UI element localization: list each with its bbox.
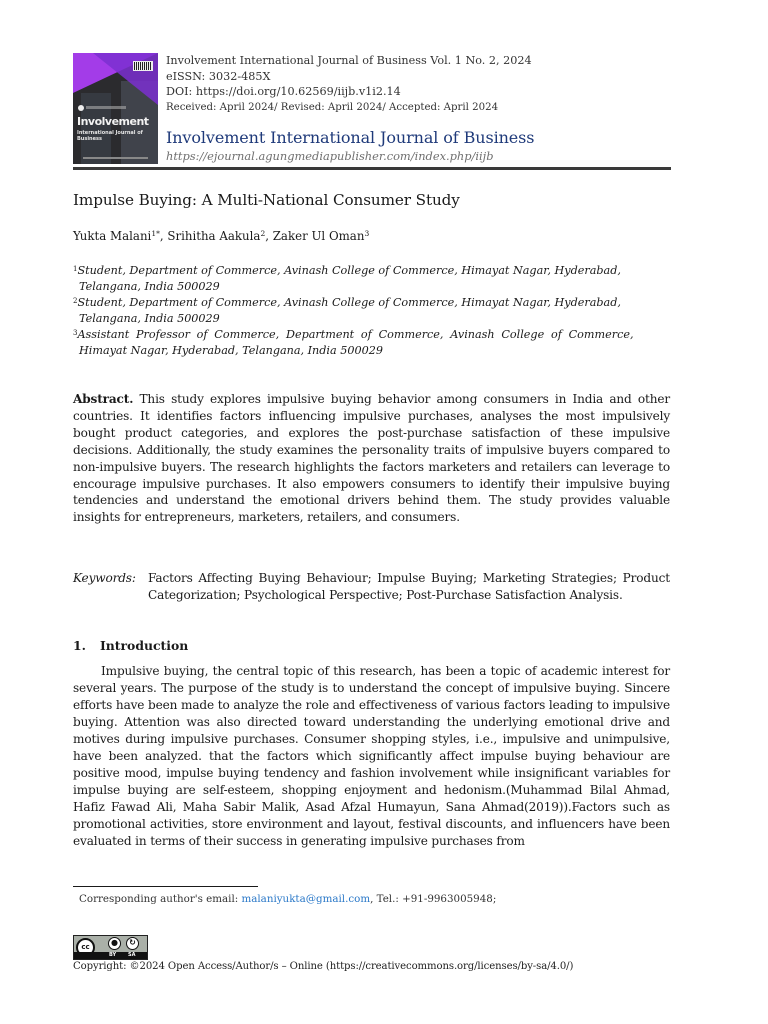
doi-link[interactable]: DOI: https://doi.org/10.62569/iijb.v1i2.14: [166, 85, 401, 98]
email-link[interactable]: malaniyukta@gmail.com: [241, 893, 371, 905]
badge-sa-label: SA: [128, 952, 136, 958]
submission-dates: Received: April 2024/ Revised: April 2024/ Accepted: April 2024: [166, 101, 499, 113]
attribution-person-icon: ●: [108, 937, 121, 950]
section-title: Introduction: [100, 638, 189, 653]
affiliation-item: [73, 294, 673, 326]
author-affiliation-marker: 3: [364, 229, 370, 238]
abstract: [73, 391, 670, 526]
author-name: Yukta Malani: [73, 229, 152, 243]
section-number: 1.: [73, 638, 86, 653]
abstract-label: Abstract.: [73, 392, 134, 406]
journal-metadata: [166, 53, 676, 115]
affiliation-text: Himayat Nagar, Hyderabad, Telangana, India 500029: [79, 343, 383, 357]
affiliation-text: Telangana, India 500029: [79, 279, 220, 293]
citation-line: Involvement International Journal of Business Vol. 1 No. 2, 2024: [166, 54, 532, 67]
cover-title: Involvement: [77, 115, 149, 128]
author-affiliation-marker: 1*: [151, 229, 160, 238]
publisher-logo-icon: [78, 105, 84, 111]
creative-commons-icon: cc: [76, 938, 95, 957]
affiliation-text: Student, Department of Commerce, Avinash College of Commerce, Himayat Nagar, Hyderabad,: [77, 296, 621, 309]
share-alike-icon: ↻: [126, 937, 139, 950]
journal-url-link[interactable]: https://ejournal.agungmediapublisher.com/index.php/iijb: [166, 149, 494, 163]
affiliation-text: Student, Department of Commerce, Avinash College of Commerce, Himayat Nagar, Hyderabad,: [77, 264, 621, 277]
author-separator: ,: [265, 229, 273, 243]
barcode-icon: [133, 61, 153, 71]
cover-subtitle-line: Business: [77, 136, 102, 142]
author-separator: ,: [159, 229, 168, 243]
author-list: [73, 229, 369, 243]
journal-header: [73, 53, 670, 167]
journal-title: Involvement International Journal of Business: [166, 128, 535, 147]
author-name: Srihitha Aakula: [167, 229, 261, 243]
author-name: Zaker Ul Oman: [272, 229, 365, 243]
introduction-paragraph: Impulsive buying, the central topic of this research, has been a topic of academic interest for several years. The purpose of the study is to understand the concept of impulsive buying. Sincere efforts have been made to analyze the role and effectiveness of various factors leading to impulsive buying. Attention was also directed toward understanding the underlying emotional drive and motives during impulsive purchases. Consumer shopping styles, i.e., impulsive and unimpulsive, have been analyzed. that the factors which significantly affect impulse buying behaviour are positive mood, impulse buying tendency and fashion involvement while insignificant variables for impulse buying are self-esteem, shopping enjoyment and hedonism.(Muhammad Bilal Ahmad, Hafiz Fawad Ali, Maha Sabir Malik, Asad Afzal Humayun, Sana Ahmad(2019)).Factors such as promotional activities, store environment and layout, festival discounts, and influencers have been evaluated in terms of their success in generating impulsive purchases from: [73, 664, 670, 848]
cover-footer-line: [83, 157, 148, 159]
copyright-notice: Copyright: ©2024 Open Access/Author/s – Online (https://creativecommons.org/licenses/by-sa/4.0/): [73, 961, 574, 972]
cover-subtitle-line: International Journal of: [77, 130, 143, 136]
section-heading-introduction: [73, 638, 188, 653]
affiliation-item: [73, 262, 673, 294]
cc-by-sa-license-badge[interactable]: [73, 935, 148, 960]
affiliation-text: Telangana, India 500029: [79, 311, 220, 325]
affiliation-marker: 1: [73, 265, 78, 273]
affiliations: [73, 262, 673, 358]
article-title: Impulse Buying: A Multi-National Consumer Study: [73, 191, 460, 209]
affiliation-item: [73, 326, 673, 358]
header-divider: [73, 167, 671, 170]
footnote-phone: , Tel.: +91-9963005948;: [370, 893, 497, 905]
footnote-divider: [73, 886, 258, 887]
keywords-label: Keywords:: [73, 571, 136, 585]
badge-by-label: BY: [109, 952, 117, 958]
affiliation-text: Assistant Professor of Commerce, Department of Commerce, Avinash College of Commerce,: [77, 328, 634, 341]
journal-cover-image: [73, 53, 158, 164]
footnote-prefix: Corresponding author's email:: [79, 893, 242, 905]
corresponding-author-footnote: [79, 893, 496, 905]
author-affiliation-marker: 2: [260, 229, 266, 238]
affiliation-marker: 2: [73, 297, 78, 305]
abstract-text: This study explores impulsive buying behavior among consumers in India and other countries. It identifies factors influencing impulsive purchases, analyses the most impulsively bought product categories, and explores the post-purchase satisfaction of these impulsive decisions. Additionally, the study examines the personality traits of impulsive buyers compared to non-impulsive buyers. The research highlights the factors marketers and retailers can leverage to encourage impulsive purchases. It also empowers consumers to identify their impulsive buying tendencies and understand the emotional drivers behind them. The study provides valuable insights for entrepreneurs, marketers, retailers, and consumers.: [73, 392, 670, 525]
cover-publisher-line: [86, 106, 126, 109]
cover-subtitle: [77, 130, 143, 142]
affiliation-marker: 3: [73, 329, 78, 337]
keywords-text: Factors Affecting Buying Behaviour; Impulse Buying; Marketing Strategies; Product Categorization; Psychological Perspective; Post-Purchase Satisfaction Analysis.: [148, 571, 670, 602]
eissn: eISSN: 3032-485X: [166, 69, 271, 83]
